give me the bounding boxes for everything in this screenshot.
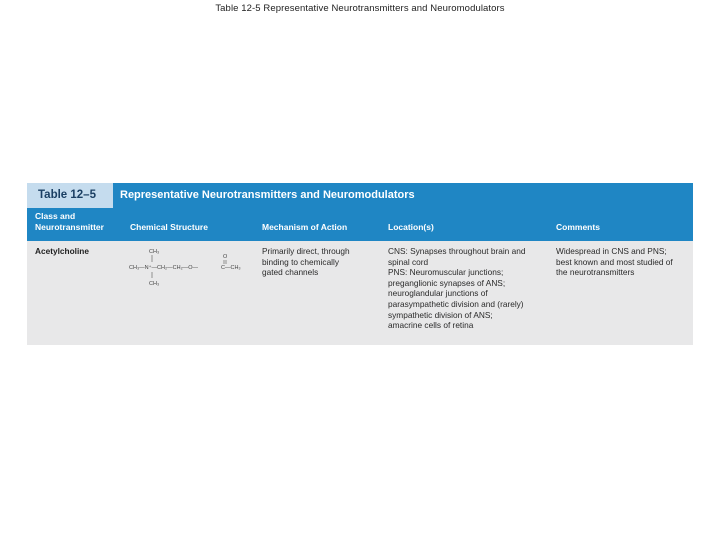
column-header-structure: Chemical Structure (130, 222, 208, 232)
slide-title: Table 12-5 Representative Neurotransmitters and Neuromodulators (215, 3, 505, 14)
column-header-comments: Comments (556, 222, 600, 232)
table-label: Table 12–5 (38, 189, 96, 201)
acetylcholine-structure-diagram (127, 245, 257, 291)
comments-cell: Widespread in CNS and PNS; best known and most studied of the neurotransmitters (556, 246, 673, 278)
column-header-location: Location(s) (388, 222, 434, 232)
table-row (27, 241, 693, 345)
structure-top-methyl: CH₃ (149, 249, 160, 255)
table-title: Representative Neurotransmitters and Neuromodulators (120, 189, 415, 201)
structure-carbonyl-oxygen: O (223, 254, 228, 260)
structure-main-chain-left: CH₃—N⁺—CH₂—CH₂—O— (129, 265, 198, 271)
column-header-mechanism: Mechanism of Action (262, 222, 348, 232)
table-header-bar (27, 183, 693, 208)
column-header-row (27, 208, 693, 241)
table-label-box (27, 183, 113, 208)
table-figure (27, 183, 693, 345)
location-cell: CNS: Synapses throughout brain and spinal cord PNS: Neuromuscular junctions; preganglionic synapses of ANS; neuroglandular junctions of parasympathetic division and (rarely) sympathetic division of ANS; amacrine cells of retina (388, 246, 526, 331)
table-title-box (113, 183, 693, 208)
neurotransmitter-name: Acetylcholine (35, 246, 89, 256)
column-header-class: Class and Neurotransmitter (35, 211, 104, 232)
structure-bottom-methyl: CH₃ (149, 281, 160, 287)
structure-main-chain-right: C—CH₃ (221, 265, 241, 271)
mechanism-cell: Primarily direct, through binding to chemically gated channels (262, 246, 350, 278)
